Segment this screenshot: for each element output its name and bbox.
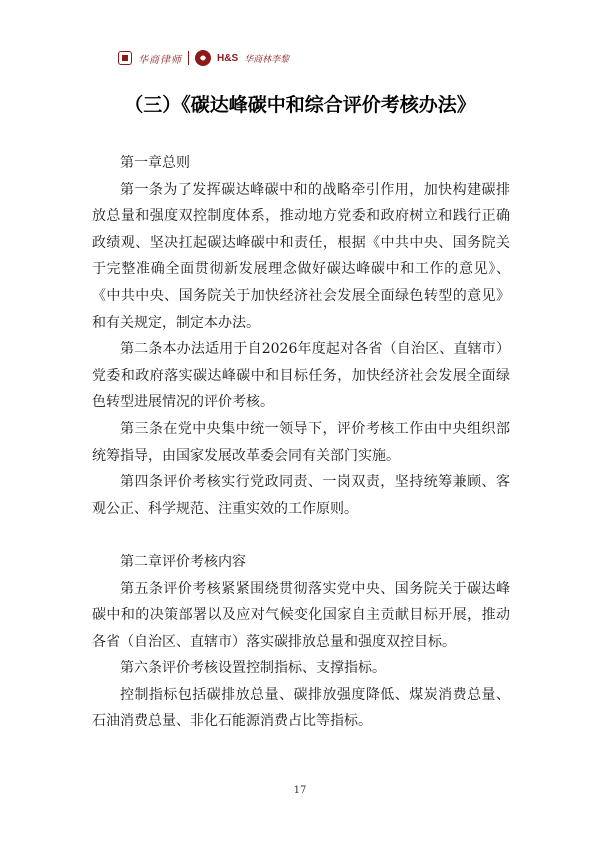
section-gap — [92, 522, 510, 549]
header-logos — [118, 50, 289, 66]
article-paragraph: 第三条在党中央集中统一领导下，评价考核工作由中央组织部统筹指导，由国家发展改革委会同有关部门实施。 — [92, 420, 510, 464]
firm-logo-text: 华商律师 — [138, 54, 182, 66]
article-paragraph: 控制指标包括碳排放总量、碳排放强度降低、煤炭消费总量、石油消费总量、非化石能源消费占比等指标。 — [92, 686, 510, 730]
article-paragraph: 第二条本办法适用于自2026年度起对各省（自治区、直辖市）党委和政府落实碳达峰碳中和目标任务，加快经济社会发展全面绿色转型进展情况的评价考核。 — [92, 341, 510, 411]
hs-logo-text: 华商林李黎 — [244, 54, 290, 65]
hs-logo-icon — [195, 50, 211, 66]
hs-logo-abbr: H&S — [217, 52, 239, 64]
firm-logo-icon — [118, 51, 132, 65]
document-body — [92, 150, 510, 735]
article-paragraph: 第一条为了发挥碳达峰碳中和的战略牵引作用，加快构建碳排放总量和强度双控制度体系，推动地方党委和政府树立和践行正确政绩观、坚决扛起碳达峰碳中和责任，根据《中共中央、国务院关于完整准确全面贯彻新发展理念做好碳达峰碳中和工作的意见》、《中共中央、国务院关于加快经济社会发展全面绿色转型的意见》和有关规定，制定本办法。 — [92, 181, 510, 331]
article-paragraph: 第四条评价考核实行党政同责、一岗双责，坚持统筹兼顾、客观公正、科学规范、注重实效的工作原则。 — [92, 474, 510, 517]
chapter-heading: 第一章总则 — [120, 155, 190, 171]
article-paragraph: 第六条评价考核设置控制指标、支撑指标。 — [120, 660, 386, 677]
logo-divider — [188, 51, 189, 65]
article-paragraph: 第五条评价考核紧紧围绕贯彻落实党中央、国务院关于碳达峰碳中和的决策部署以及应对气候变化国家自主贡献目标开展，推动各省（自治区、直辖市）落实碳排放总量和强度双控目标。 — [92, 580, 510, 650]
chapter-heading: 第二章评价考核内容 — [120, 553, 246, 570]
document-title: （三）《碳达峰碳中和综合评价考核办法》 — [124, 94, 476, 116]
page-number: 17 — [293, 785, 307, 796]
